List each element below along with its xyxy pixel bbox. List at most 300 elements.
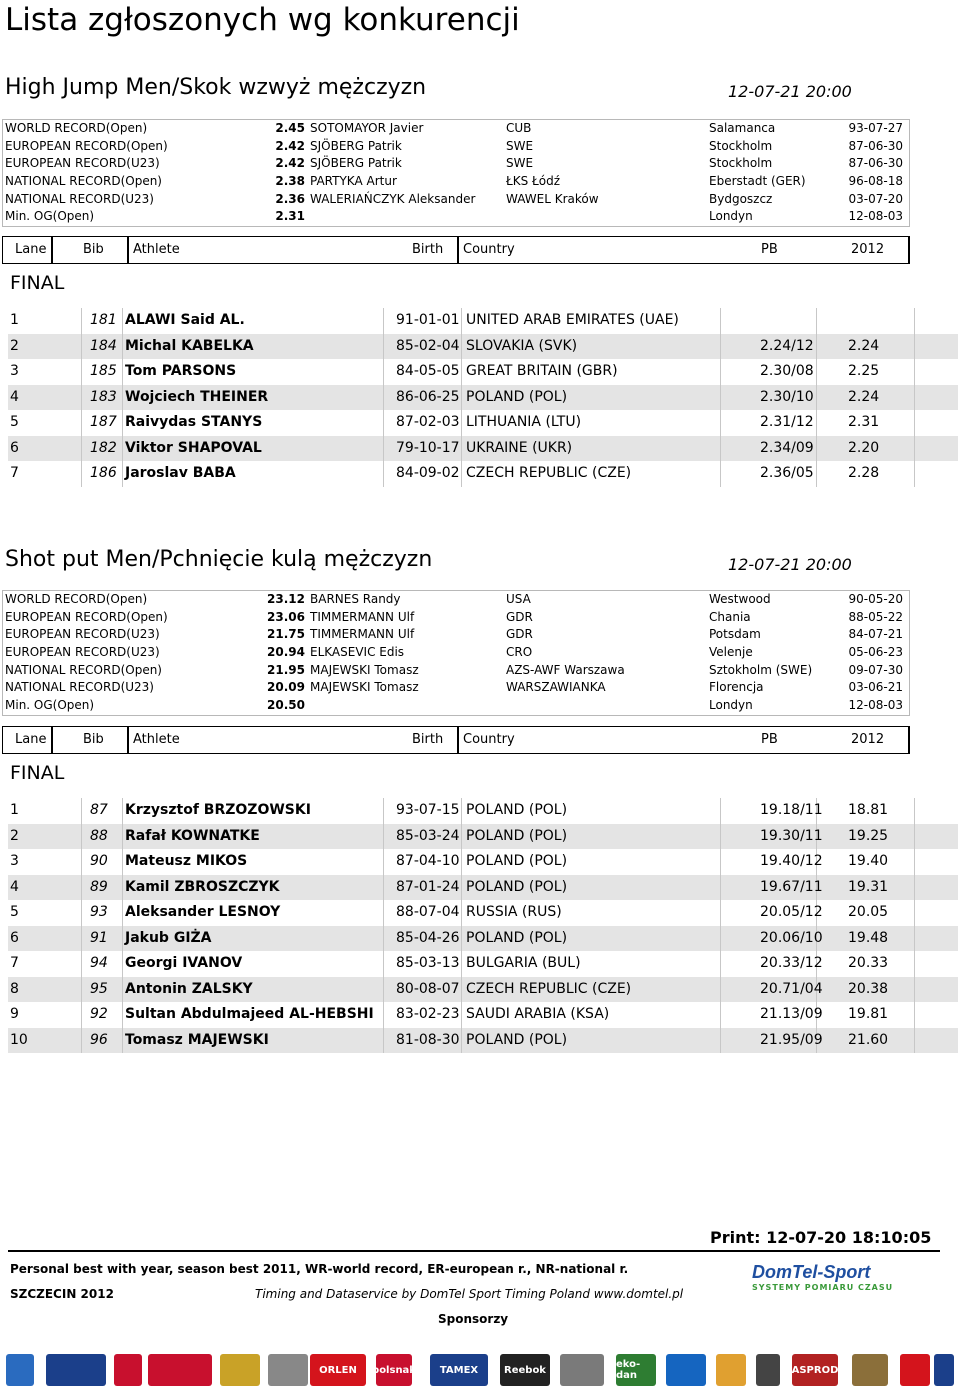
record-type: WORLD RECORD(Open) <box>5 592 148 606</box>
cell-divider <box>720 1002 721 1028</box>
cell-divider <box>816 461 817 487</box>
cell-divider <box>81 875 82 901</box>
ministry-logo-icon <box>148 1354 212 1386</box>
footer-divider <box>8 1250 940 1252</box>
record-row <box>3 609 909 627</box>
cell-divider <box>383 436 384 462</box>
cell-divider <box>914 1028 915 1054</box>
header-country: Country <box>463 732 515 747</box>
cell-divider <box>720 334 721 360</box>
athlete-bib: 187 <box>90 414 117 430</box>
cell-divider <box>122 1002 123 1028</box>
athlete-birth: 79-10-17 <box>396 439 460 456</box>
footer-city: SZCZECIN 2012 <box>10 1287 114 1301</box>
event-datetime: 12-07-21 20:00 <box>728 82 852 101</box>
record-venue: Sztokholm (SWE) <box>709 662 813 677</box>
cell-divider <box>461 875 462 901</box>
cell-divider <box>720 798 721 824</box>
cell-divider <box>81 977 82 1003</box>
athlete-birth: 87-01-24 <box>396 878 460 895</box>
round-label: FINAL <box>10 272 65 294</box>
footer-legend: Personal best with year, season best 2011, WR-world record, ER-european r., NR-national r. <box>10 1262 629 1276</box>
athlete-name: Wojciech THEINER <box>125 388 269 405</box>
athlete-name: ALAWI Said AL. <box>125 312 245 328</box>
sponsor-logo-icon <box>852 1354 888 1386</box>
record-venue: Londyn <box>709 209 753 224</box>
cell-divider <box>383 798 384 824</box>
cell-divider <box>461 1028 462 1054</box>
table-row <box>8 461 958 487</box>
cell-divider <box>720 875 721 901</box>
athlete-birth: 85-03-24 <box>396 827 460 844</box>
cell-divider <box>122 385 123 411</box>
cell-divider <box>914 951 915 977</box>
athlete-country: UKRAINE (UKR) <box>466 439 573 456</box>
athlete-birth: 81-08-30 <box>396 1031 460 1048</box>
cell-divider <box>122 359 123 385</box>
record-result: 20.94 <box>267 645 305 660</box>
athlete-country: POLAND (POL) <box>466 929 568 946</box>
cell-divider <box>914 436 915 462</box>
athlete-pb: 19.30/11 <box>760 827 823 844</box>
athlete-lane: 9 <box>10 1006 19 1022</box>
cell-divider <box>122 900 123 926</box>
athlete-bib: 93 <box>90 904 108 920</box>
athlete-bib: 182 <box>90 439 117 456</box>
cell-divider <box>914 359 915 385</box>
header-year: 2012 <box>851 732 885 747</box>
cell-divider <box>720 410 721 436</box>
athlete-lane: 1 <box>10 802 19 818</box>
record-holder: MAJEWSKI Tomasz <box>310 662 419 677</box>
record-holder: WALERIAŃCZYK Aleksander <box>310 191 476 206</box>
record-nation: SWE <box>506 156 534 171</box>
header-year: 2012 <box>851 242 885 257</box>
record-result: 20.50 <box>267 698 305 713</box>
results-table <box>8 798 958 1053</box>
cell-divider <box>720 359 721 385</box>
athlete-pb: 19.67/11 <box>760 878 823 895</box>
cell-divider <box>383 461 384 487</box>
record-holder: MAJEWSKI Tomasz <box>310 680 419 695</box>
athlete-country: POLAND (POL) <box>466 802 568 818</box>
cell-divider <box>914 798 915 824</box>
athlete-birth: 87-02-03 <box>396 414 460 430</box>
results-header <box>2 726 910 754</box>
record-date: 88-05-22 <box>848 609 903 624</box>
athlete-birth: 91-01-01 <box>396 312 460 328</box>
record-type: EUROPEAN RECORD(Open) <box>5 138 168 153</box>
athlete-birth: 86-06-25 <box>396 388 460 405</box>
record-venue: Salamanca <box>709 121 776 135</box>
athlete-lane: 4 <box>10 388 19 405</box>
athlete-pb: 21.95/09 <box>760 1031 823 1048</box>
cell-divider <box>461 977 462 1003</box>
athlete-name: Jaroslav BABA <box>125 465 236 481</box>
record-holder: SOTOMAYOR Javier <box>310 121 424 135</box>
cell-divider <box>720 824 721 850</box>
athlete-bib: 183 <box>90 388 117 405</box>
record-date: 93-07-27 <box>848 121 903 135</box>
athlete-bib: 181 <box>90 312 117 328</box>
record-date: 03-07-20 <box>848 191 903 206</box>
record-nation: ŁKS Łódź <box>506 174 561 189</box>
athlete-birth: 83-02-23 <box>396 1006 460 1022</box>
table-row <box>8 359 958 385</box>
record-row <box>3 138 909 156</box>
cell-divider <box>81 308 82 334</box>
cell-divider <box>461 436 462 462</box>
athlete-name: Georgi IVANOV <box>125 955 243 971</box>
athlete-pb: 20.05/12 <box>760 904 823 920</box>
record-venue: Bydgoszcz <box>709 191 773 206</box>
athlete-bib: 184 <box>90 337 117 354</box>
athlete-lane: 6 <box>10 439 19 456</box>
athlete-lane: 3 <box>10 853 19 869</box>
record-date: 03-06-21 <box>848 680 903 695</box>
athlete-bib: 91 <box>90 929 108 946</box>
record-holder: PARTYKA Artur <box>310 174 397 189</box>
cell-divider <box>461 359 462 385</box>
cell-divider <box>81 359 82 385</box>
cell-divider <box>720 308 721 334</box>
header-separator <box>51 237 53 263</box>
table-row <box>8 977 958 1003</box>
athlete-sb: 18.81 <box>848 802 889 818</box>
cell-divider <box>461 798 462 824</box>
cell-divider <box>816 410 817 436</box>
header-pb: PB <box>761 242 778 257</box>
cell-divider <box>383 410 384 436</box>
athlete-country: GREAT BRITAIN (GBR) <box>466 363 618 379</box>
sponsor-shield-icon <box>756 1354 780 1386</box>
athlete-bib: 96 <box>90 1031 108 1048</box>
record-row <box>3 697 909 715</box>
athlete-sb: 19.40 <box>848 853 889 869</box>
polsnak-logo: polsnak <box>376 1354 412 1386</box>
athlete-pb: 2.34/09 <box>760 439 814 456</box>
record-type: EUROPEAN RECORD(U23) <box>5 645 160 660</box>
cell-divider <box>461 900 462 926</box>
cell-divider <box>122 334 123 360</box>
record-nation: WAWEL Kraków <box>506 191 599 206</box>
cell-divider <box>720 951 721 977</box>
cell-divider <box>81 900 82 926</box>
cell-divider <box>122 951 123 977</box>
domtel-logo <box>752 1262 902 1302</box>
szczecin-logo-icon <box>6 1354 34 1386</box>
cell-divider <box>81 410 82 436</box>
athlete-name: Tom PARSONS <box>125 363 237 379</box>
athlete-sb: 20.05 <box>848 904 889 920</box>
athlete-lane: 8 <box>10 980 19 997</box>
athlete-bib: 186 <box>90 465 117 481</box>
cell-divider <box>720 385 721 411</box>
athlete-birth: 84-05-05 <box>396 363 460 379</box>
cell-divider <box>461 849 462 875</box>
record-date: 87-06-30 <box>848 138 903 153</box>
athlete-sb: 2.25 <box>848 363 880 379</box>
athlete-sb: 19.31 <box>848 878 889 895</box>
athlete-country: BULGARIA (BUL) <box>466 955 581 971</box>
record-type: Min. OG(Open) <box>5 698 95 713</box>
athlete-sb: 2.24 <box>848 388 880 405</box>
cell-divider <box>81 951 82 977</box>
cell-divider <box>461 951 462 977</box>
cell-divider <box>816 334 817 360</box>
athlete-pb: 2.36/05 <box>760 465 814 481</box>
athlete-birth: 93-07-15 <box>396 802 460 818</box>
footer-sponsors-label: Sponsorzy <box>438 1312 509 1326</box>
athlete-sb: 19.25 <box>848 827 889 844</box>
cell-divider <box>383 824 384 850</box>
table-row <box>8 875 958 901</box>
athlete-pb: 2.30/10 <box>760 388 814 405</box>
athlete-bib: 90 <box>90 853 108 869</box>
athlete-lane: 7 <box>10 955 19 971</box>
table-row <box>8 1028 958 1054</box>
cell-divider <box>383 385 384 411</box>
cell-divider <box>914 977 915 1003</box>
athlete-country: POLAND (POL) <box>466 388 568 405</box>
athlete-birth: 85-02-04 <box>396 337 460 354</box>
cell-divider <box>122 849 123 875</box>
table-row <box>8 410 958 436</box>
record-type: NATIONAL RECORD(Open) <box>5 662 162 677</box>
city-logo-icon <box>268 1354 308 1386</box>
event-title: High Jump Men/Skok wzwyż mężczyzn <box>5 75 427 100</box>
athlete-lane: 1 <box>10 312 19 328</box>
cell-divider <box>720 977 721 1003</box>
athlete-pb: 2.24/12 <box>760 337 814 354</box>
record-venue: Eberstadt (GER) <box>709 174 806 189</box>
record-row <box>3 679 909 697</box>
record-nation: AZS-AWF Warszawa <box>506 662 625 677</box>
cell-divider <box>122 977 123 1003</box>
record-venue: Florencja <box>709 680 764 695</box>
athlete-lane: 5 <box>10 414 19 430</box>
record-holder: TIMMERMANN Ulf <box>310 627 415 642</box>
athlete-pb: 20.06/10 <box>760 929 823 946</box>
record-result: 23.06 <box>267 609 305 624</box>
header-separator <box>457 237 459 263</box>
header-athlete: Athlete <box>133 732 180 747</box>
athlete-country: POLAND (POL) <box>466 853 568 869</box>
cell-divider <box>914 900 915 926</box>
cell-divider <box>720 926 721 952</box>
cell-divider <box>81 436 82 462</box>
table-row <box>8 308 958 334</box>
athlete-sb: 20.38 <box>848 980 889 997</box>
athlete-name: Kamil ZBROSZCZYK <box>125 878 280 895</box>
athlete-lane: 7 <box>10 465 19 481</box>
athlete-pb: 20.33/12 <box>760 955 823 971</box>
record-type: NATIONAL RECORD(U23) <box>5 680 154 695</box>
athlete-country: LITHUANIA (LTU) <box>466 414 582 430</box>
cell-divider <box>81 461 82 487</box>
record-holder: SJÖBERG Patrik <box>310 156 402 171</box>
cell-divider <box>122 461 123 487</box>
table-row <box>8 798 958 824</box>
record-holder: ELKASEVIC Edis <box>310 645 405 660</box>
cell-divider <box>720 436 721 462</box>
athlete-country: POLAND (POL) <box>466 827 568 844</box>
record-date: 90-05-20 <box>848 592 903 606</box>
athlete-sb: 2.20 <box>848 439 880 456</box>
cell-divider <box>383 926 384 952</box>
primavera-logo-icon <box>716 1354 746 1386</box>
athlete-pb: 19.18/11 <box>760 802 823 818</box>
cell-divider <box>461 385 462 411</box>
orlen-logo: ORLEN <box>310 1354 366 1386</box>
domtel-brand-text: DomTel-Sport <box>752 1262 871 1282</box>
record-row <box>3 644 909 662</box>
footer-timing: Timing and Dataservice by DomTel Sport Timing Poland www.domtel.pl <box>255 1287 684 1301</box>
record-venue: Londyn <box>709 698 753 713</box>
athlete-country: POLAND (POL) <box>466 1031 568 1048</box>
record-date: 09-07-30 <box>848 662 903 677</box>
cell-divider <box>914 824 915 850</box>
record-date: 12-08-03 <box>848 698 903 713</box>
record-row <box>3 626 909 644</box>
athlete-name: Raivydas STANYS <box>125 414 263 430</box>
european-athletics-logo-icon <box>46 1354 106 1386</box>
athlete-name: Rafał KOWNATKE <box>125 827 260 844</box>
athlete-name: Antonin ZALSKY <box>125 980 253 997</box>
cell-divider <box>461 824 462 850</box>
header-country: Country <box>463 242 515 257</box>
athlete-sb: 2.31 <box>848 414 880 430</box>
cell-divider <box>383 900 384 926</box>
record-nation: GDR <box>506 627 533 642</box>
results-table <box>8 308 958 487</box>
pzla-logo-icon <box>114 1354 142 1386</box>
athlete-pb: 2.31/12 <box>760 414 814 430</box>
athlete-lane: 4 <box>10 878 19 895</box>
event-title: Shot put Men/Pchnięcie kulą mężczyzn <box>5 547 433 572</box>
athlete-sb: 2.24 <box>848 337 880 354</box>
cell-divider <box>816 308 817 334</box>
page-title: Lista zgłoszonych wg konkurencji <box>5 2 520 38</box>
athlete-lane: 5 <box>10 904 19 920</box>
athlete-bib: 89 <box>90 878 108 895</box>
record-type: EUROPEAN RECORD(Open) <box>5 609 168 624</box>
athlete-sb: 20.33 <box>848 955 889 971</box>
cell-divider <box>720 900 721 926</box>
cell-divider <box>914 461 915 487</box>
athlete-sb: 2.28 <box>848 465 880 481</box>
records-table <box>2 119 910 227</box>
record-venue: Stockholm <box>709 138 773 153</box>
round-label: FINAL <box>10 762 65 784</box>
cell-divider <box>816 385 817 411</box>
print-timestamp: Print: 12-07-20 18:10:05 <box>710 1228 932 1247</box>
athlete-name: Krzysztof BRZOZOWSKI <box>125 802 311 818</box>
asprod-logo: ASPROD <box>792 1354 838 1386</box>
record-row <box>3 120 909 138</box>
table-row <box>8 385 958 411</box>
jednostka-logo-icon <box>900 1354 930 1386</box>
cell-divider <box>383 308 384 334</box>
record-holder: BARNES Randy <box>310 592 401 606</box>
header-separator <box>908 237 910 263</box>
header-lane: Lane <box>15 732 47 747</box>
athlete-name: Sultan Abdulmajeed AL-HEBSHI <box>125 1006 374 1022</box>
cell-divider <box>383 1002 384 1028</box>
cell-divider <box>122 824 123 850</box>
athlete-country: UNITED ARAB EMIRATES (UAE) <box>466 312 679 328</box>
header-separator <box>127 727 129 753</box>
table-row <box>8 951 958 977</box>
record-result: 21.95 <box>267 662 305 677</box>
record-row <box>3 173 909 191</box>
cell-divider <box>383 359 384 385</box>
cell-divider <box>461 334 462 360</box>
cell-divider <box>122 308 123 334</box>
header-separator <box>127 237 129 263</box>
athlete-name: Viktor SHAPOVAL <box>125 439 262 456</box>
cell-divider <box>81 334 82 360</box>
record-venue: Westwood <box>709 592 771 606</box>
record-result: 20.09 <box>267 680 305 695</box>
cell-divider <box>122 436 123 462</box>
cell-divider <box>122 410 123 436</box>
athlete-bib: 88 <box>90 827 108 844</box>
table-row <box>8 436 958 462</box>
record-row <box>3 591 909 609</box>
results-header <box>2 236 910 264</box>
athlete-lane: 10 <box>10 1031 28 1048</box>
athlete-lane: 6 <box>10 929 19 946</box>
record-result: 2.36 <box>275 191 305 206</box>
cell-divider <box>81 798 82 824</box>
event-datetime: 12-07-21 20:00 <box>728 555 852 574</box>
cell-divider <box>720 849 721 875</box>
record-holder: SJÖBERG Patrik <box>310 138 402 153</box>
cell-divider <box>914 849 915 875</box>
table-row <box>8 849 958 875</box>
cell-divider <box>914 334 915 360</box>
eko-dan-logo: eko-dan <box>616 1354 656 1386</box>
athlete-name: Mateusz MIKOS <box>125 853 248 869</box>
record-row <box>3 662 909 680</box>
cell-divider <box>383 875 384 901</box>
reebok-logo: Reebok <box>500 1354 550 1386</box>
record-type: NATIONAL RECORD(U23) <box>5 191 154 206</box>
record-row <box>3 208 909 226</box>
athlete-sb: 19.81 <box>848 1006 889 1022</box>
cell-divider <box>122 926 123 952</box>
cell-divider <box>816 359 817 385</box>
athlete-bib: 185 <box>90 363 117 379</box>
athlete-country: SAUDI ARABIA (KSA) <box>466 1006 610 1022</box>
cell-divider <box>81 849 82 875</box>
record-type: NATIONAL RECORD(Open) <box>5 174 162 189</box>
cell-divider <box>383 977 384 1003</box>
cell-divider <box>914 875 915 901</box>
header-athlete: Athlete <box>133 242 180 257</box>
cell-divider <box>914 926 915 952</box>
cell-divider <box>914 308 915 334</box>
record-date: 05-06-23 <box>848 645 903 660</box>
header-separator <box>51 727 53 753</box>
cell-divider <box>81 385 82 411</box>
cell-divider <box>383 334 384 360</box>
athlete-birth: 85-03-13 <box>396 955 460 971</box>
record-venue: Potsdam <box>709 627 761 642</box>
cell-divider <box>461 461 462 487</box>
athlete-bib: 87 <box>90 802 108 818</box>
